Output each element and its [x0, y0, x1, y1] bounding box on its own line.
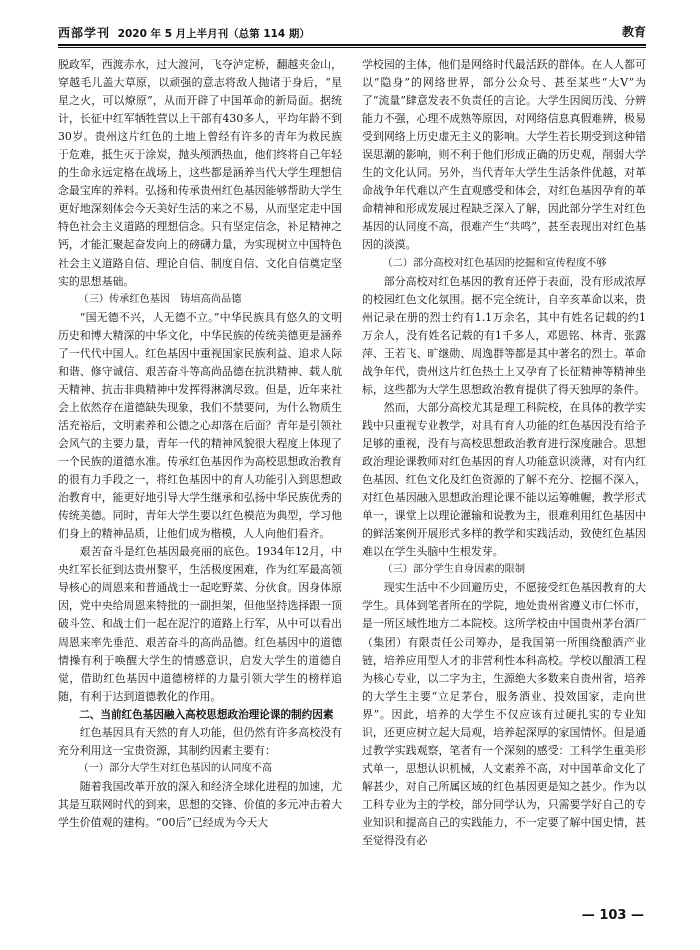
body-paragraph: 红色基因具有天然的育人功能，但仍然有许多高校没有充分利用这一宝贵资源，其制约因素主要有：: [58, 725, 342, 757]
section-heading: 二、当前红色基因融入高校思想政治理论课的制约因素: [79, 708, 334, 721]
issue-info: 2020 年 5 月上半月刊（总第 114 期）: [117, 28, 310, 40]
journal-name: 西部学刊: [58, 26, 111, 40]
body-paragraph: 部分高校对红色基因的教育还停于表面，没有形成浓厚的校园红色文化氛围。据不完全统计，自辛亥革命以来，贵州记录在册的烈士约有1.1万余名，其中有姓名记载的约1万余人，没有姓名记载的有1千多人，邓恩铭、林青、张露萍、王若飞、旷继勋、周逸群等都是其中著名的烈士。革命战争年代，贵州这片红色热土上又孕育了长征精神等精神坐标，这些都为大学生思想政治教育提供了得天独厚的条件。: [362, 274, 646, 396]
body-paragraph: 脱政军，西渡赤水，过大渡河，飞夺泸定桥，翻越夹金山，穿越毛儿盖大草原，以顽强的意志将敌人抛诸于身后，“星星之火，可以燎原”，从而开辟了中国革命的新局面。据统计，长征中红军牺牲营以上干部有430多人，平均年龄不到30岁。贵州这片红色的土地上曾经有许多的青年为救民族于危难，抵生灭于涂炭，抛头颅洒热血，他们终将自己年轻的生命永远定格在战场上，这些都是涵养当代大学生理想信念最宝库的养料。弘扬和传承贵州红色基因能够帮助大学生更好地深刻体会今天美好生活的来之不易，从而坚定走中国特色社会主义道路的理想信念。只有坚定信念，补足精神之钙，才能汇聚起奋发向上的磅礴力量，为实现树立中国特色社会主义道路自信、理论自信、制度自信、文化自信奠定坚实的思想基础。: [58, 58, 342, 288]
subsection-heading: （一）部分大学生对红色基因的认同度不高: [78, 762, 272, 774]
right-column: [362, 56, 646, 850]
body-paragraph: 然而，大部分高校尤其是理工科院校，在具体的教学实践中只重视专业教学，对具有育人功能的红色基因没有给予足够的重视，没有与高校思想政治教育进行深度融合。思想政治理论课教师对红色基因的育人功能意识淡薄，对有内红色基因、红色文化及红色资源的了解不充分、挖掘不深入，对红色基因融入思想政治理论课不能以运筹帷幄，教学形式单一，课堂上以理论灌输和说教为主，很难利用红色基因中的鲜活案例开展形式多样的教学和实践活动，致使红色基因难以在学生头脑中生根发芽。: [362, 400, 646, 559]
body-paragraph: 随着我国改革开放的深入和经济全球化进程的加速，尤其是互联网时代的到来，思想的交锋、价值的多元冲击着大学生价值观的建构。“00后”已经成为今天大: [58, 779, 342, 829]
page-number: — 103 —: [581, 908, 644, 923]
page-header: [58, 22, 646, 42]
journal-masthead: [58, 24, 310, 41]
body-paragraph: 学校园的主体，他们是网络时代最活跃的群体。在人人都可以“隐身”的网络世界，部分公众号、甚至某些“大V”为了“流量”肆意发表不负责任的言论。大学生因阅历浅、分辨能力不强，心理不成熟等原因，对网络信息真假难辨，极易受到网络上历史虚无主义的影响。大学生若长期受到这种错误思潮的影响，则不利于他们形成正确的历史观，削弱大学生的文化认同。另外，当代青年大学生生活条件优越，对革命战争年代难以产生直观感受和体会，对红色基因孕育的革命精神和形成发展过程缺乏深入了解，因此部分学生对红色基因的认同度不高，很难产生“共鸣”，甚至表现出对红色基因的淡漠。: [362, 58, 646, 252]
subsection-heading: （三）传承红色基因 铸培高尚品德: [78, 293, 242, 305]
header-rule-thin: [58, 47, 646, 48]
left-column: [58, 56, 342, 832]
subsection-heading: （三）部分学生自身因素的限制: [382, 564, 526, 576]
header-rule: [58, 44, 646, 46]
subsection-heading: （二）部分高校对红色基因的挖掘和宣传程度不够: [382, 257, 607, 269]
body-paragraph: 艰苦奋斗是红色基因最亮丽的底色。1934年12月，中央红军长征到达贵州黎平，生活极度困难，作为红军最高领导核心的周恩来和普通战士一起吃野菜、分伙食。因身体原因，党中央给周恩来特批的一副担架，但他坚持选择跟一顶破斗笠、和战士们一起在泥泞的道路上行军，从中可以看出周恩来率先垂范、艰苦奋斗的高尚品德。红色基因中的道德情操有利于唤醒大学生的情感意识，启发大学生的道德自觉，借助红色基因中道德榜样的力量引领大学生的榜样追随，有利于达到道德教化的作用。: [58, 545, 342, 703]
section-label: 教育: [621, 25, 646, 39]
body-paragraph: 现实生活中不少回避历史，不愿接受红色基因教育的大学生。具体到笔者所在的学院，地处贵州省遵义市仁怀市，是一所区域性地方二本院校。这所学校由中国贵州茅台酒厂（集团）有限责任公司筹办，是我国第一所围绕酿酒产业链，培养应用型人才的非营利性本科高校。学校以酿酒工程为核心专业，以二字为主，生源绝大多数来自贵州省，培养的大学生主要“立足茅台，服务酒业、投效国家，走向世界”。因此，培养的大学生不仅应该有过硬扎实的专业知识，还更应树立起大局观，培养起深厚的家国情怀。但是通过教学实践观察，笔者有一个深刻的感受：工科学生重美形式单一，思想认识机械，人文素养不高，对中国革命文化了解甚少，对自己所属区域的红色基因更是知之甚少。作为以工科专业为主的学校，部分同学认为，只需要学好自己的专业知识和提高自己的实践能力，不一定要了解中国史情，甚至觉得没有必: [362, 581, 646, 848]
body-paragraph: “国无德不兴，人无德不立。”中华民族具有悠久的文明历史和博大精深的中华文化，中华民族的传统美德更是涵养了一代代中国人。红色基因中重视国家民族利益、追求人际和谐、修守诚信、艰苦奋斗等高尚品德在抗洪精神、载人航天精神、抗击非典精神中发挥得淋漓尽致。但是，近年来社会上依然存在道德缺失现象，我们不禁要问，为什么物质生活充裕后，文明素养和公德之心却落在后面？青年是引领社会风气的主要力量，青年一代的精神风貌很大程度上体现了一个民族的道德水准。传承红色基因作为高校思想政治教育的很有力手段之一，将红色基因中的育人功能引入到思想政治教育中，能更好地引导大学生继承和弘扬中华民族优秀的传统美德。同时，青年大学生要以红色模范为典型，学习他们身上的精神品质，让他们成为楷模，人人向他们看齐。: [58, 310, 342, 541]
